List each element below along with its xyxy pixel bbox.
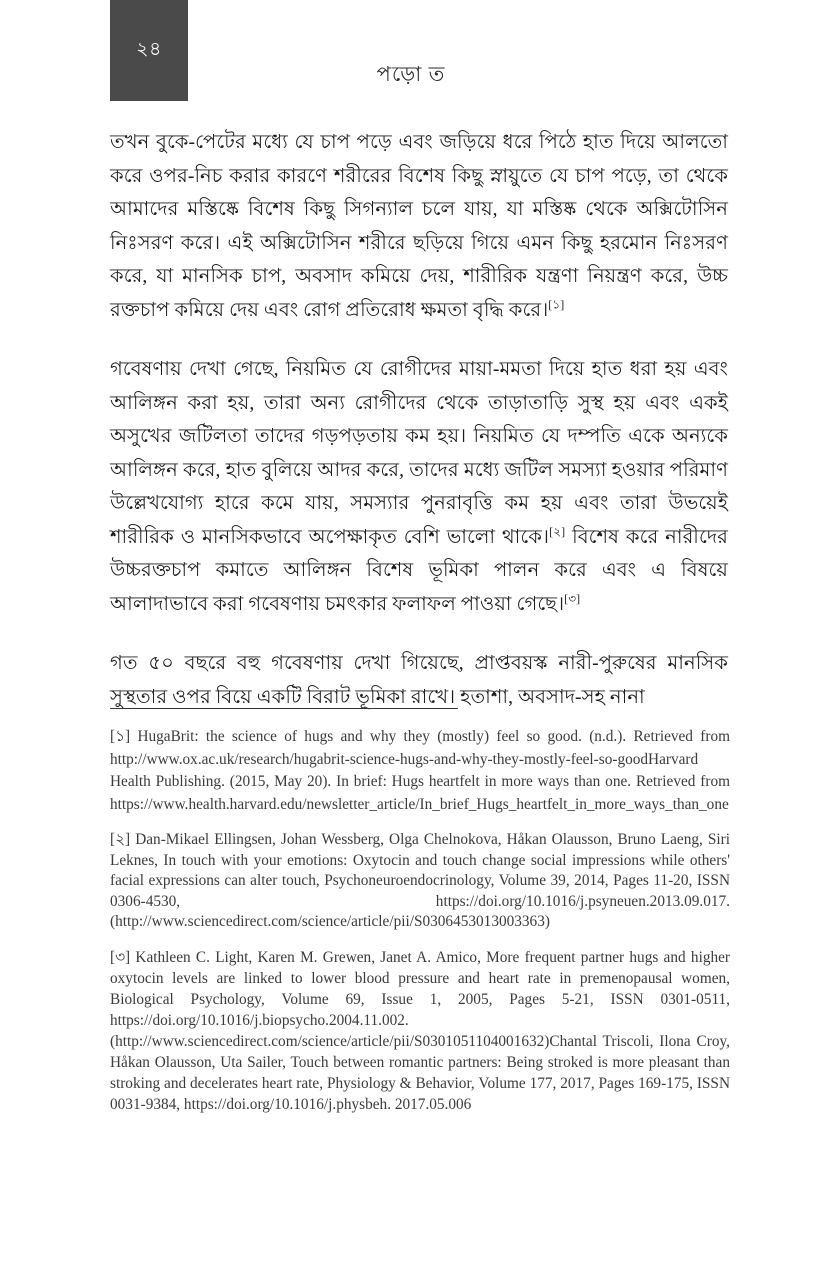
- footnote-item: [110, 830, 730, 933]
- footnote-item: [110, 726, 730, 816]
- footnote-separator-rule: [110, 708, 458, 709]
- footnote-ref-2[interactable]: [২]: [549, 524, 566, 538]
- page-content: [110, 126, 728, 714]
- body-paragraph: [110, 647, 728, 714]
- footnote-ref-1[interactable]: [১]: [548, 297, 565, 311]
- page-number-block: ২৪: [110, 0, 188, 101]
- page-header: [0, 0, 822, 108]
- body-paragraph-text: গবেষণায় দেখা গেছে, নিয়মিত যে রোগীদের মায়া-মমতা দিয়ে হাত ধরা হয় এবং আলিঙ্গন করা হয়, তারা অন্য রোগীদের থেকে তাড়াতাড়ি সুস্থ হয় এবং একই অসুখের জটিলতা তাদের গড়পড়তায় কম হয়। নিয়মিত যে দম্পতি একে অন্যকে আলিঙ্গন করে, হাত বুলিয়ে আদর করে, তাদের মধ্যে জটিল সমস্যা হওয়ার পরিমাণ উল্লেখযোগ্য হারে কমে যায়, সমস্যার পুনরাবৃত্তি কম হয় এবং তারা উভয়েই শারীরিক ও মানসিকভাবে অপেক্ষাকৃত বেশি ভালো থাকে।: [110, 359, 728, 548]
- footnote-list: [110, 726, 730, 1129]
- body-paragraph: [110, 353, 728, 621]
- running-head: পড়ো ত: [376, 62, 446, 86]
- footnote-text: HugaBrit: the science of hugs and why they (mostly) feel so good. (n.d.). Retrieved from http://www.ox.ac.uk/research/hugabrit-science-hugs-and-why-they-mostly-feel-so-goodHarvard Health Publishing. (2015, May 20). In brief: Hugs heartfelt in more ways than one. Retrieved from https://www.health.harvard.edu/newsletter_article/In_brief_Hugs_heartfelt_in_more_ways_than_one: [110, 728, 730, 813]
- footnote-text: Dan-Mikael Ellingsen, Johan Wessberg, Olga Chelnokova, Håkan Olausson, Bruno Laeng, Siri Leknes, In touch with your emotions: Oxytocin and touch change social impressions while others' facial expressions can alter touch, Psychoneuroendocrinology, Volume 39, 2014, Pages 11-20, ISSN 0306-4530, https://doi.org/10.1016/j.psyneuen.2013.09.017. (http://www.sciencedirect.com/science/article/pii/S0306453013003363): [110, 831, 731, 930]
- body-paragraph-text: গত ৫০ বছরে বহু গবেষণায় দেখা গিয়েছে, প্রাপ্তবয়স্ক নারী-পুরুষের মানসিক সুস্থতার ওপর বিয়ে একটি বিরাট ভূমিকা রাখে। হতাশা, অবসাদ-সহ নানা: [110, 653, 728, 708]
- body-paragraph-text: তখন বুকে-পেটের মধ্যে যে চাপ পড়ে এবং জড়িয়ে ধরে পিঠে হাত দিয়ে আলতো করে ওপর-নিচ করার কারণে শরীরের বিশেষ কিছু স্নায়ুতে যে চাপ পড়ে, তা থেকে আমাদের মস্তিষ্কে বিশেষ কিছু সিগন্যাল চলে যায়, যা মস্তিষ্ক থেকে অক্সিটোসিন নিঃসরণ করে। এই অক্সিটোসিন শরীরে ছড়িয়ে গিয়ে এমন কিছু হরমোন নিঃসরণ করে, যা মানসিক চাপ, অবসাদ কমিয়ে দেয়, শারীরিক যন্ত্রণা নিয়ন্ত্রণ করে, উচ্চ রক্তচাপ কমিয়ে দেয় এবং রোগ প্রতিরোধ ক্ষমতা বৃদ্ধি করে।: [110, 132, 728, 321]
- footnote-item: [110, 947, 730, 1115]
- footnote-marker: [১]: [110, 728, 131, 745]
- body-paragraph: [110, 126, 728, 327]
- footnote-ref-3[interactable]: [৩]: [564, 591, 581, 605]
- footnote-marker: [৩]: [110, 948, 131, 966]
- body-paragraph-text-cont: বিশেষ করে নারীদের উচ্চরক্তচাপ কমাতে আলিঙ্গন বিশেষ ভূমিকা পালন করে এবং এ বিষয়ে আলাদাভাবে করা গবেষণায় চমৎকার ফলাফল পাওয়া গেছে।: [110, 526, 728, 615]
- footnote-text: Kathleen C. Light, Karen M. Grewen, Janet A. Amico, More frequent partner hugs and higher oxytocin levels are linked to lower blood pressure and heart rate in premenopausal women, Biological Psychology, Volume 69, Issue 1, 2005, Pages 5-21, ISSN 0301-0511, https://doi.org/10.1016/j.biopsycho.2004.11.002. (http://www.sciencedirect.com/science/article/pii/S0301051104001632)Chantal Triscoli, Ilona Croy, Håkan Olausson, Uta Sailer, Touch between romantic partners: Being stroked is more pleasant than stroking and decelerates heart rate, Physiology & Behavior, Volume 177, 2017, Pages 169-175, ISSN 0031-9384, https://doi.org/10.1016/j.physbeh. 2017.05.006: [110, 948, 730, 1113]
- footnote-marker: [২]: [110, 831, 131, 848]
